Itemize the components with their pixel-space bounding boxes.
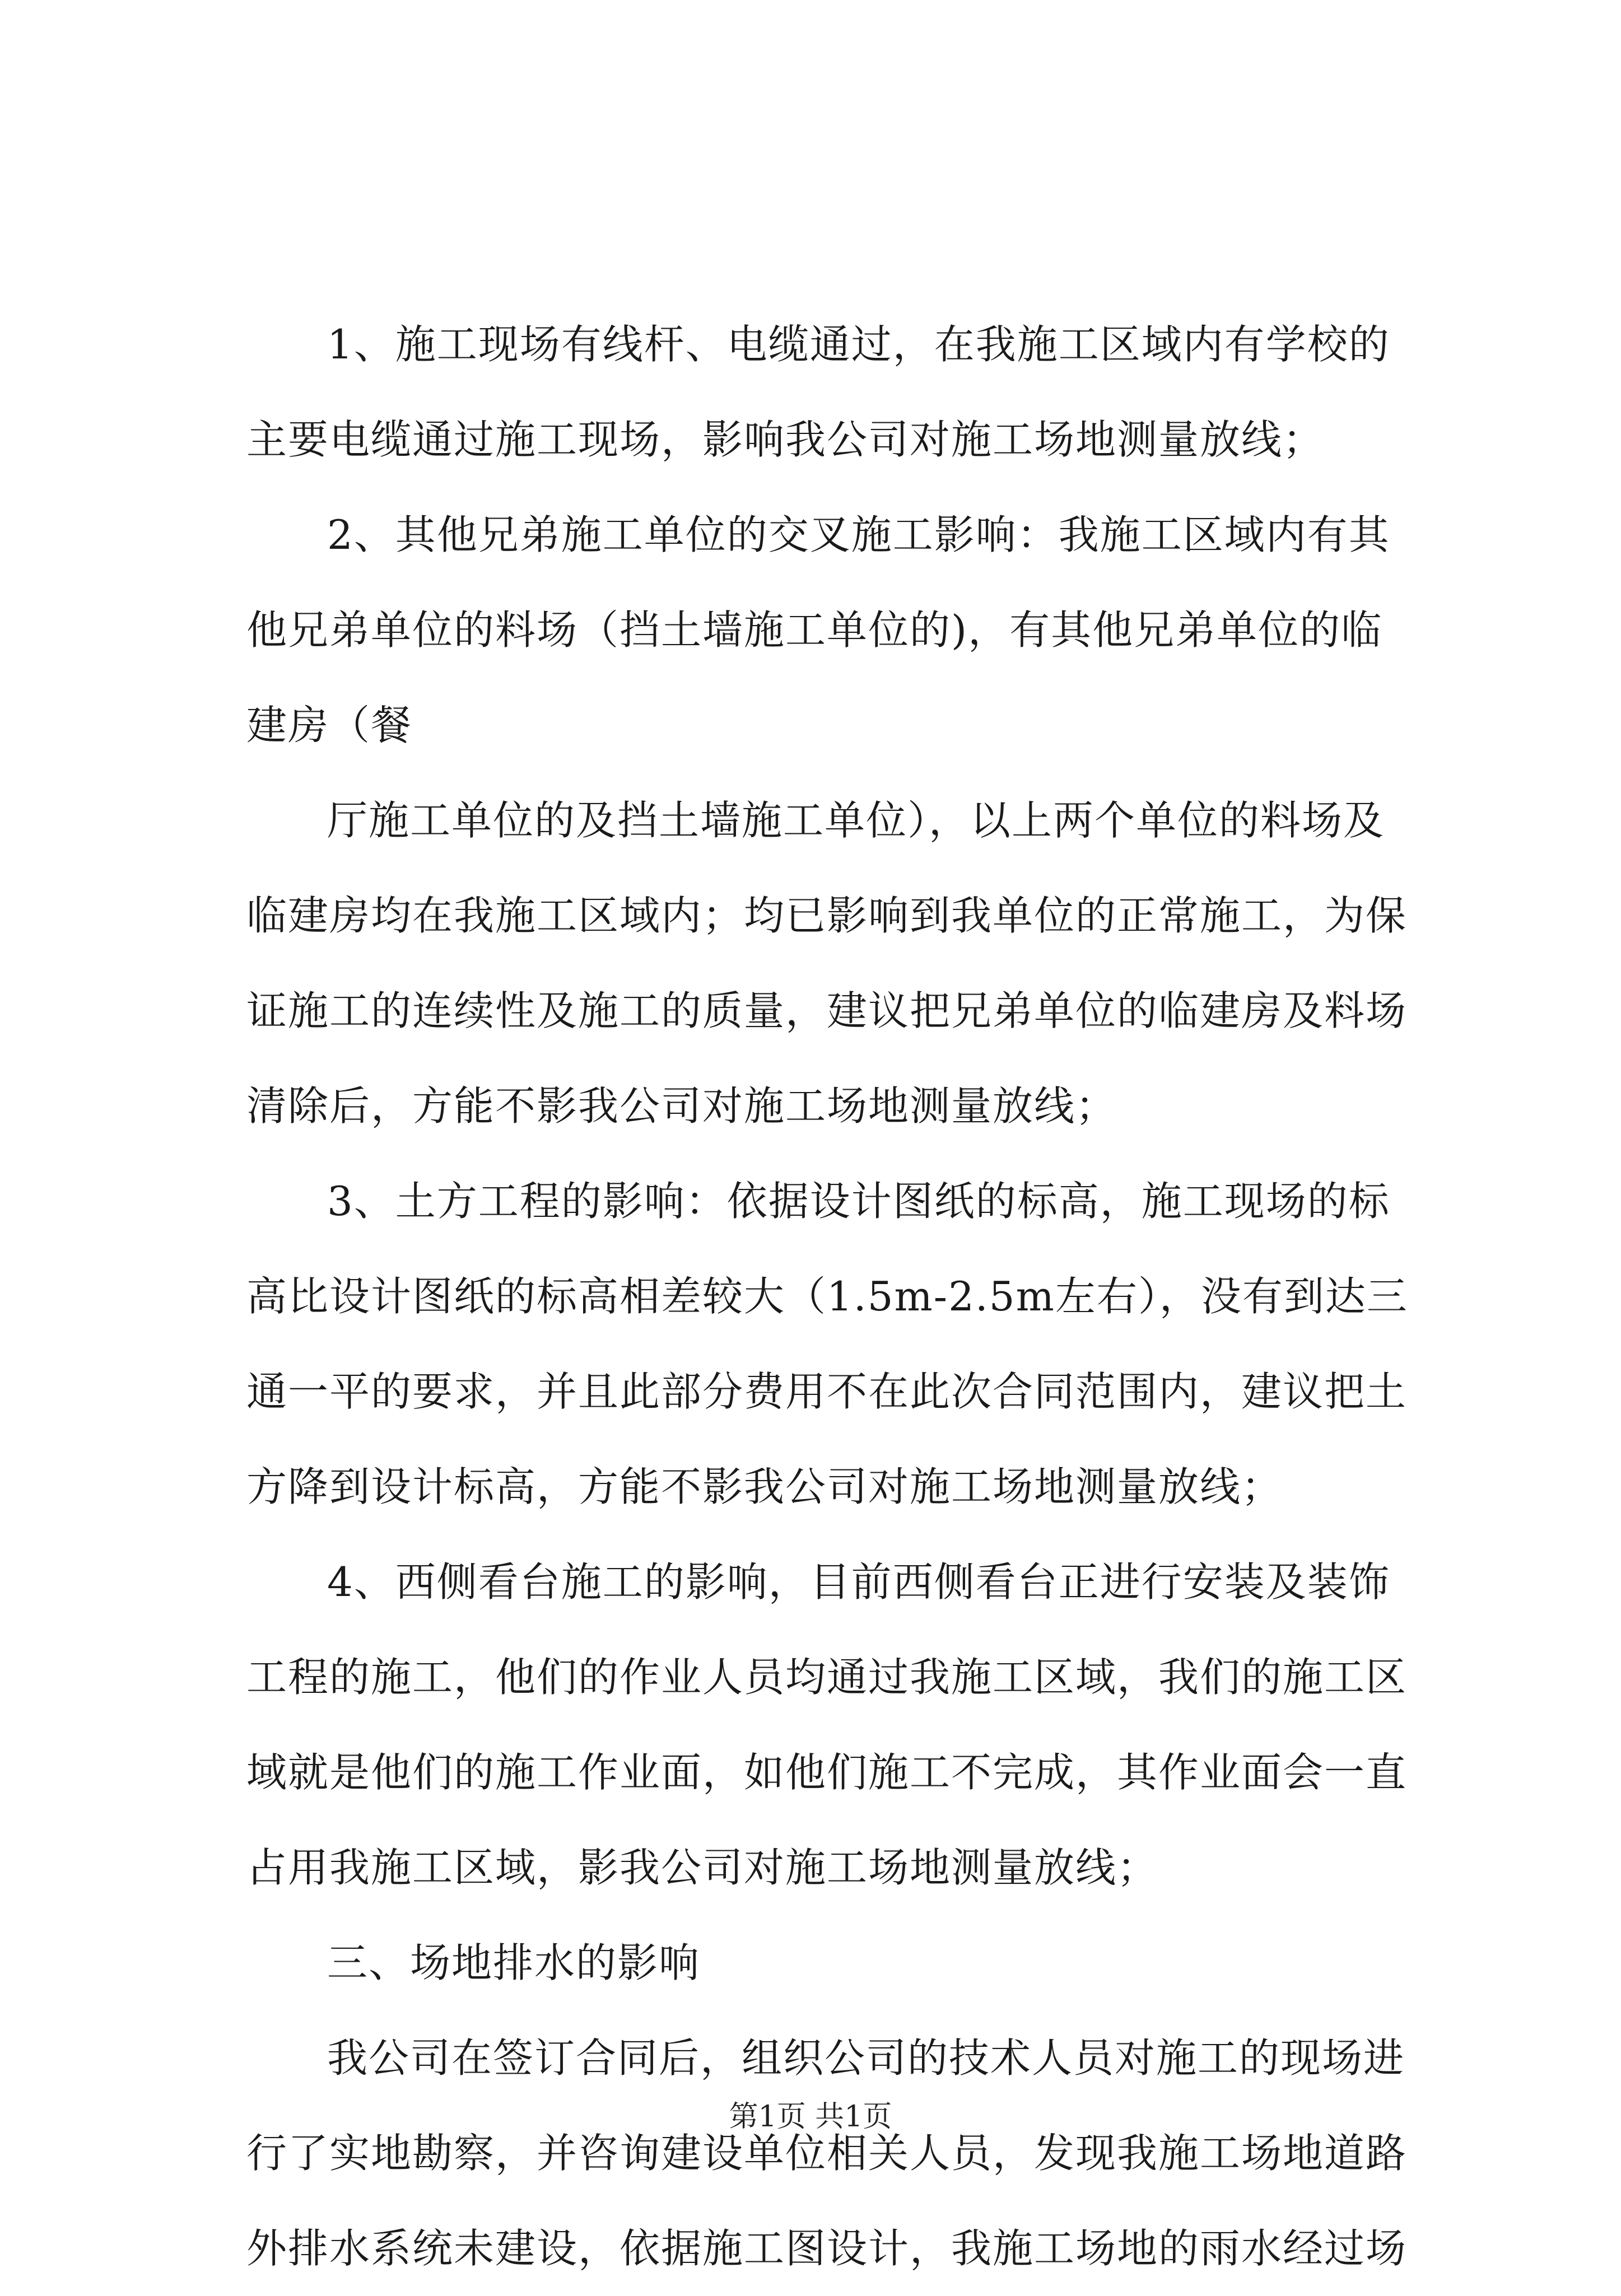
text-line: 清除后，方能不影我公司对施工场地测量放线；	[246, 1082, 1117, 1130]
page-footer	[0, 2094, 1621, 2139]
text-line: 行了实地勘察，并咨询建设单位相关人员，发现我施工场地道路	[246, 2130, 1408, 2177]
text-line: 高比设计图纸的标高相差较大（1.5m-2.5m左右），没有到达三	[246, 1273, 1408, 1320]
text-line: 占用我施工区域，影我公司对施工场地测量放线；	[246, 1844, 1159, 1891]
text-line: 3、土方工程的影响：依据设计图纸的标高，施工现场的标	[327, 1178, 1390, 1225]
section-heading: 三、场地排水的影响	[327, 1939, 701, 1986]
text-line: 厅施工单位的及挡土墙施工单位），以上两个单位的料场及	[327, 797, 1385, 844]
text-line: 域就是他们的施工作业面，如他们施工不完成，其作业面会一直	[246, 1749, 1408, 1796]
text-line: 证施工的连续性及施工的质量，建议把兄弟单位的临建房及料场	[246, 987, 1408, 1034]
text-line: 1、施工现场有线杆、电缆通过，在我施工区域内有学校的	[327, 321, 1390, 368]
text-line: 方降到设计标高，方能不影我公司对施工场地测量放线；	[246, 1463, 1283, 1510]
text-line: 4、西侧看台施工的影响，目前西侧看台正进行安装及装饰	[327, 1558, 1390, 1606]
text-line: 他兄弟单位的料场（挡土墙施工单位的)，有其他兄弟单位的临	[246, 606, 1383, 654]
text-line: 主要电缆通过施工现场，影响我公司对施工场地测量放线；	[246, 416, 1325, 463]
text-line: 2、其他兄弟施工单位的交叉施工影响：我施工区域内有其	[327, 511, 1390, 558]
text-line: 建房（餐	[246, 702, 413, 749]
text-line: 通一平的要求，并且此部分费用不在此次合同范围内，建议把土	[246, 1368, 1408, 1415]
body-text	[246, 297, 1434, 2296]
text-line: 工程的施工，他们的作业人员均通过我施工区域，我们的施工区	[246, 1654, 1408, 1701]
text-line: 临建房均在我施工区域内；均已影响到我单位的正常施工，为保	[246, 892, 1408, 939]
page-number: 第1页 共1页	[729, 2100, 892, 2134]
text-line: 我公司在签订合同后，组织公司的技术人员对施工的现场进	[327, 2034, 1405, 2082]
text-line: 外排水系统未建设，依据施工图设计，我施工场地的雨水经过场	[246, 2225, 1408, 2272]
